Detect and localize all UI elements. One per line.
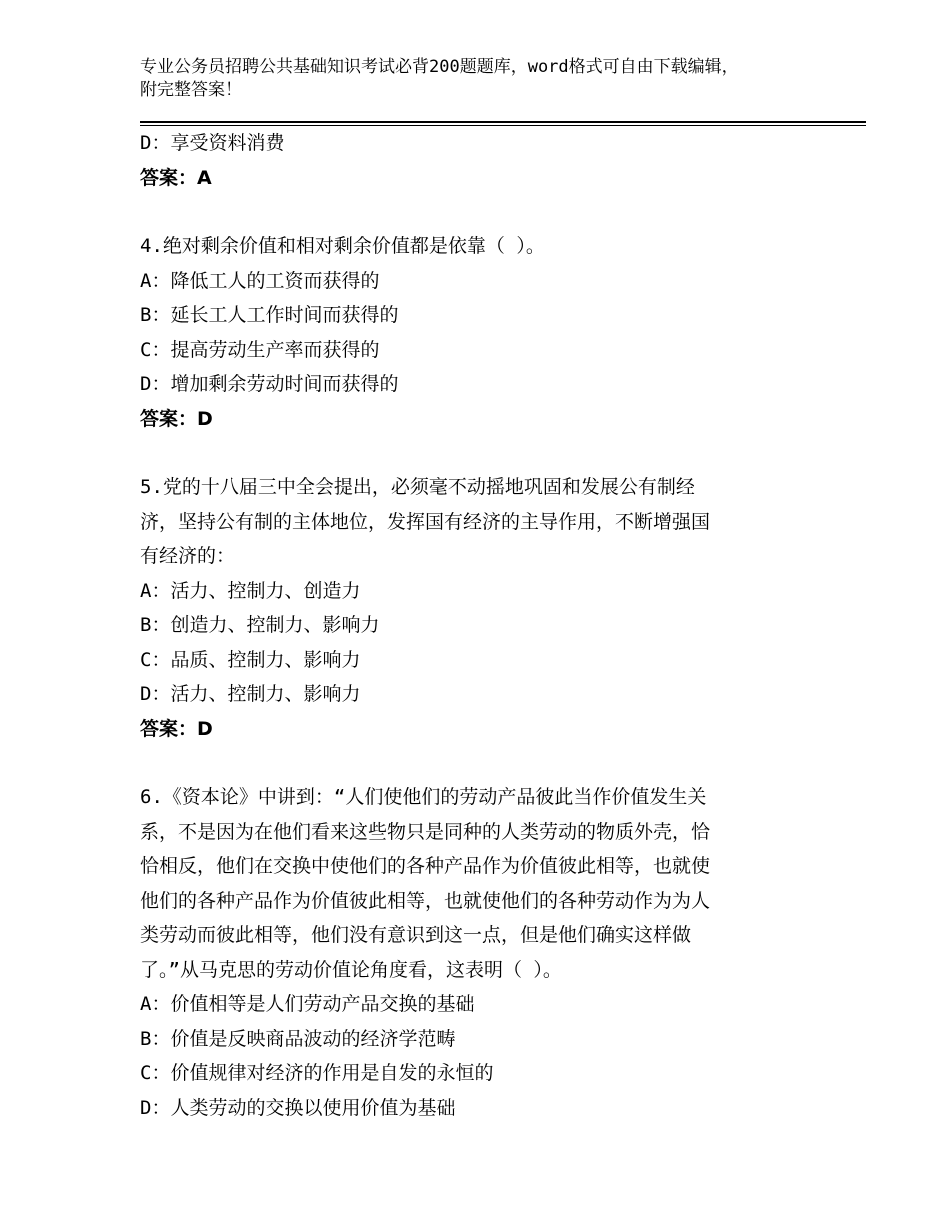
q6-option-c: C：价值规律对经济的作用是自发的永恒的: [140, 1062, 494, 1084]
q6-option-a: A：价值相等是人们劳动产品交换的基础: [140, 993, 475, 1015]
q4-option-c: C：提高劳动生产率而获得的: [140, 338, 380, 361]
q5-answer: 答案：D: [140, 717, 213, 740]
header-line-1: 专业公务员招聘公共基础知识考试必背200题题库，word格式可自由下载编辑，: [140, 57, 739, 77]
q5-option-d: D：活力、控制力、影响力: [140, 683, 361, 705]
question-4: [140, 229, 800, 436]
q5-option-b: B：创造力、控制力、影响力: [140, 614, 380, 636]
q6-stem-line-3: 恰相反，他们在交换中使他们的各种产品作为价值彼此相等，也就使: [140, 855, 711, 877]
q5-option-c: C：品质、控制力、影响力: [140, 648, 361, 671]
q6-stem-line-4: 他们的各种产品作为价值彼此相等，也就使他们的各种劳动作为为人: [140, 889, 711, 912]
q4-option-a: A：降低工人的工资而获得的: [140, 269, 380, 292]
q4-answer: 答案：D: [140, 407, 213, 430]
q3-option-d: D：享受资料消费: [140, 132, 285, 154]
header-rule-thick: [140, 121, 866, 123]
spacer: [140, 746, 800, 780]
q4-stem: 4.绝对剩余价值和相对剩余价值都是依靠（ ）。: [140, 235, 545, 257]
q5-stem-line-2: 济，坚持公有制的主体地位，发挥国有经济的主导作用，不断增强国: [140, 510, 711, 533]
q4-option-b: B：延长工人工作时间而获得的: [140, 304, 399, 326]
q6-stem-line-2: 系，不是因为在他们看来这些物只是同种的人类劳动的物质外壳，恰: [140, 820, 711, 843]
q4-option-d: D：增加剩余劳动时间而获得的: [140, 373, 399, 395]
spacer: [140, 436, 800, 470]
question-3: [140, 126, 800, 195]
q6-stem-line-5: 类劳动而彼此相等，他们没有意识到这一点，但是他们确实这样做: [140, 924, 692, 946]
q5-stem-line-1: 5.党的十八届三中全会提出，必须毫不动摇地巩固和发展公有制经: [140, 476, 695, 498]
document-body: [140, 126, 800, 1125]
q3-answer: 答案：A: [140, 166, 212, 189]
question-5: [140, 470, 800, 746]
q6-option-b: B：价值是反映商品波动的经济学范畴: [140, 1027, 456, 1050]
q5-option-a: A：活力、控制力、创造力: [140, 579, 361, 602]
question-6: [140, 780, 800, 1125]
header-line-2: 附完整答案！: [140, 80, 242, 100]
spacer: [140, 195, 800, 229]
q6-stem-line-6: 了。”从马克思的劳动价值论角度看，这表明（ ）。: [140, 958, 562, 981]
q5-stem-line-3: 有经济的：: [140, 545, 236, 567]
q6-stem-line-1: 6.《资本论》中讲到：“人们使他们的劳动产品彼此当作价值发生关: [140, 786, 707, 808]
q6-option-d: D：人类劳动的交换以使用价值为基础: [140, 1096, 456, 1119]
page-header: [140, 56, 830, 102]
